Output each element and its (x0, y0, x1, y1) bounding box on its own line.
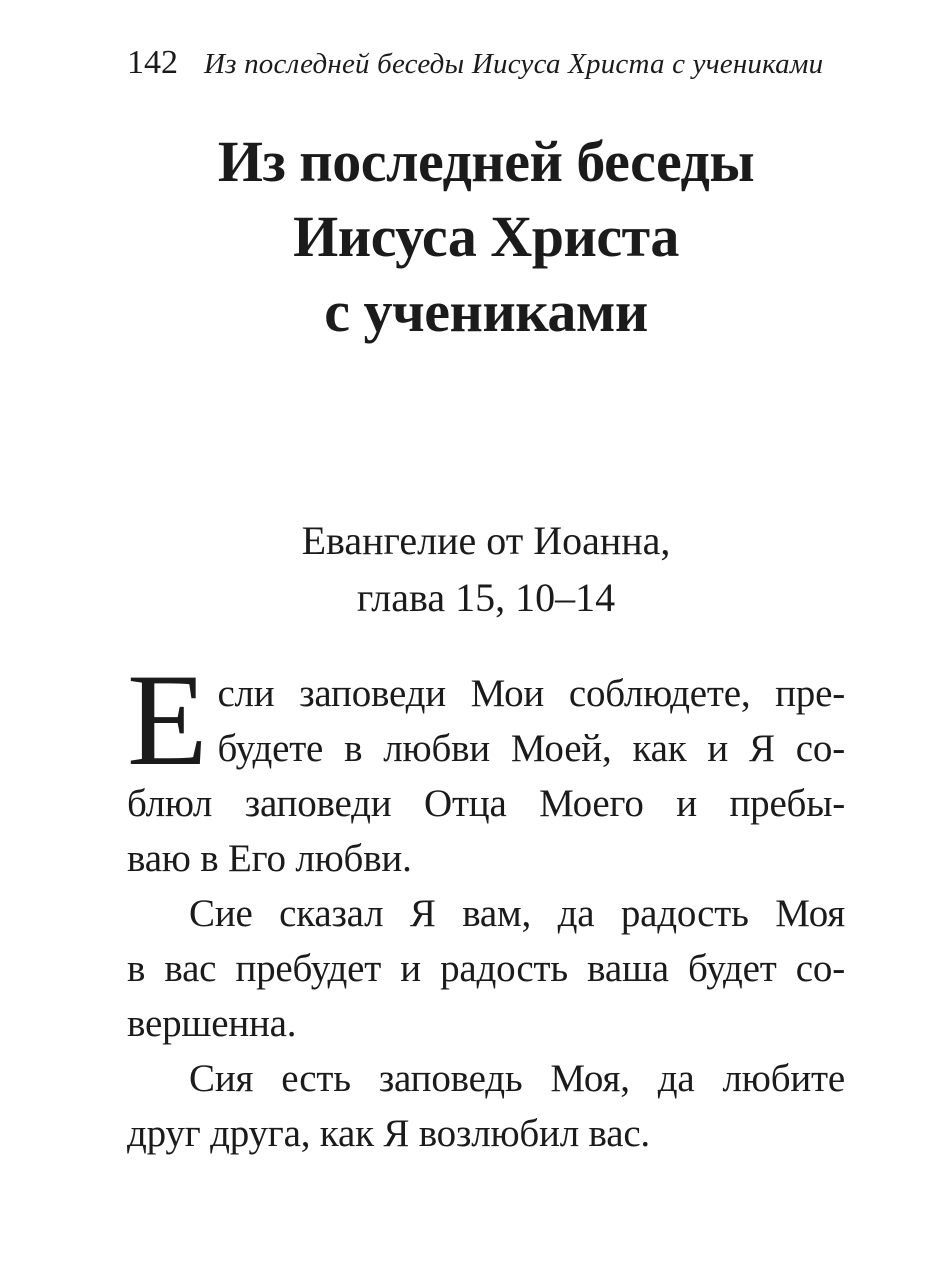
paragraph (127, 646, 845, 886)
chapter-title (127, 124, 845, 349)
text-line: Сие сказал Я вам, да радость Моя (189, 892, 845, 935)
running-title: Из последней беседы Иисуса Христа с учениками (204, 48, 824, 80)
chapter-title-line: с учениками (324, 279, 648, 344)
text-line: ваю в Его любви. (127, 837, 412, 880)
running-header (127, 46, 845, 80)
drop-cap: Е (127, 646, 208, 793)
text-line: будете в любви Моей, как и Я со- (217, 727, 845, 770)
body-text (127, 646, 845, 1161)
scripture-reference (127, 512, 845, 626)
scripture-reference-line: Евангелие от Иоанна, (301, 518, 671, 563)
text-line: в вас пребудет и радость ваша будет со- (127, 947, 845, 990)
scripture-reference-line: глава 15, 10–14 (356, 575, 616, 620)
paragraph (127, 886, 845, 1051)
text-line: вершенна. (127, 1002, 297, 1045)
text-line: Сия есть заповедь Моя, да любите (189, 1057, 845, 1100)
text-line: блюл заповеди Отца Моего и пребы- (127, 782, 845, 825)
page-number: 142 (127, 44, 178, 81)
paragraph (127, 1051, 845, 1161)
chapter-title-line: Из последней беседы (217, 129, 755, 194)
chapter-title-line: Иисуса Христа (293, 204, 679, 269)
text-line: сли заповеди Мои соблюдете, пре- (217, 672, 845, 715)
text-line: друг друга, как Я возлюбил вас. (127, 1112, 650, 1155)
